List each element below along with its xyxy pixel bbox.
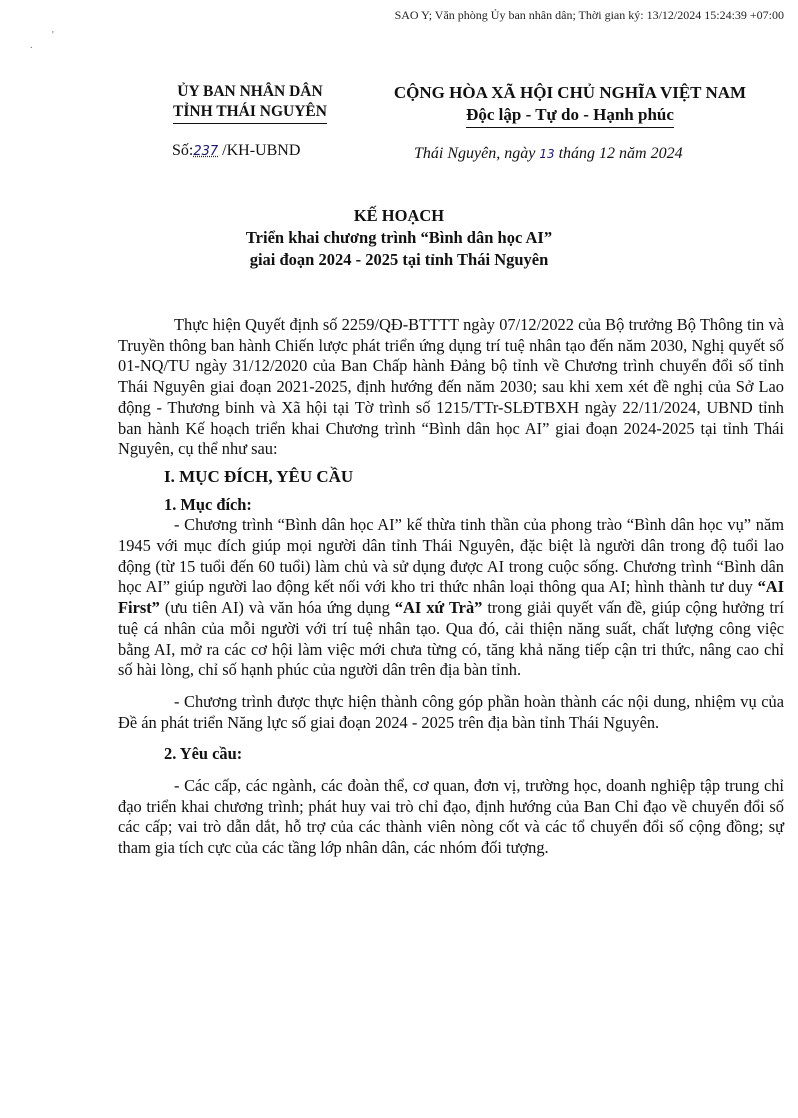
country-name: CỘNG HÒA XÃ HỘI CHỦ NGHĨA VIỆT NAM xyxy=(393,83,747,102)
scan-speck: ' xyxy=(52,30,54,41)
purpose-paragraph-2: - Chương trình được thực hiện thành công góp phần hoàn thành các nội dung, nhiệm vụ của Đề án phát triển Năng lực số giai đoạn 2024 - 2025 trên địa bàn tỉnh Thái Nguyên. xyxy=(118,691,784,732)
title-subject-line2: giai đoạn 2024 - 2025 tại tỉnh Thái Nguyên xyxy=(249,250,549,269)
title-type: KẾ HOẠCH xyxy=(353,206,445,225)
requirements-paragraph-1: - Các cấp, các ngành, các đoàn thể, cơ quan, đơn vị, trường học, doanh nghiệp tập trung chỉ đạo triển khai chương trình; phát huy vai trò chỉ đạo, định hướng của Ban Chỉ đạo về chuyển đổi số các cấp; vai trò dẫn dắt, hỗ trợ của các thành viên nòng cốt và các tổ chuyển đổi số cộng đồng; sự tham gia tích cực của các tầng lớp nhân dân, các nhóm đối tượng. xyxy=(118,776,784,858)
purpose-text-3: trong giải quyết vấn đề, giúp cộng hưởng trí tuệ cá nhân của mỗi người với trí tuệ nhân tạo. Qua đó, cải thiện năng suất, chất lượng công việc bằng AI, mở ra các cơ hội làm việc mới chưa từng có, tăng khả năng tiếp cận tri thức, nâng cao chỉ số hài lòng, chỉ số hạnh phúc của người dân trên địa bàn tỉnh. xyxy=(118,598,784,680)
authority-name-line2: TỈNH THÁI NGUYÊN xyxy=(173,102,327,124)
date-prefix: Thái Nguyên, ngày xyxy=(414,145,540,162)
subsection-heading-purpose: 1. Mục đích: xyxy=(164,494,252,514)
doc-number-handwritten: 237 xyxy=(193,144,219,159)
doc-number-prefix: Số: xyxy=(172,142,194,159)
date-day-handwritten: 13 xyxy=(539,147,555,161)
title-subject-line1: Triển khai chương trình “Bình dân học AI” xyxy=(245,228,553,247)
document-number xyxy=(172,142,300,160)
document-title xyxy=(0,205,798,271)
doc-number-suffix: /KH-UBND xyxy=(218,142,301,159)
purpose-text-1: - Chương trình “Bình dân học AI” kế thừa tinh thần của phong trào “Bình dân học vụ” năm 1945 với mục đích giúp mọi người dân tỉnh Thái Nguyên, đặc biệt là người dân trong độ tuổi lao động (từ 15 tuổi đến 60 tuổi) làm chủ và sử dụng được AI trong cuộc sống. Chương trình “Bình dân học AI” giúp người lao động kết nối với kho tri thức nhân loại thông qua AI; hình thành tư duy xyxy=(118,515,784,597)
document-body xyxy=(118,315,784,859)
intro-paragraph: Thực hiện Quyết định số 2259/QĐ-BTTTT ngày 07/12/2022 của Bộ trưởng Bộ Thông tin và Truyền thông ban hành Chiến lược phát triển ứng dụng trí tuệ nhân tạo đến năm 2030, Nghị quyết số 01-NQ/TU ngày 31/12/2020 của Ban Chấp hành Đảng bộ tỉnh về Chương trình chuyển đổi số tỉnh Thái Nguyên giai đoạn 2021-2025, định hướng đến năm 2030; sau khi xem xét đề nghị của Sở Lao động - Thương binh và Xã hội tại Tờ trình số 1215/TTr-SLĐTBXH ngày 22/11/2024, UBND tỉnh ban hành Kế hoạch triển khai Chương trình “Bình dân học AI” giai đoạn 2024-2025 tại tỉnh Thái Nguyên, cụ thể như sau: xyxy=(118,315,784,459)
purpose-text-2: (ưu tiên AI) và văn hóa ứng dụng xyxy=(159,598,395,618)
digital-signature-stamp: SAO Y; Văn phòng Ủy ban nhân dân; Thời gian ký: 13/12/2024 15:24:39 +07:00 xyxy=(394,8,784,22)
subsection-heading-requirements: 2. Yêu cầu: xyxy=(164,744,243,764)
ai-xu-tra-term: “AI xứ Trà” xyxy=(394,598,483,618)
national-motto: Độc lập - Tự do - Hạnh phúc xyxy=(466,104,674,128)
ai-first-term: “AI First” xyxy=(118,577,784,618)
scan-speck: . xyxy=(30,40,33,51)
place-and-date xyxy=(414,145,683,163)
purpose-paragraph-1 xyxy=(118,515,784,681)
section-heading-1: I. MỤC ĐÍCH, YÊU CẦU xyxy=(164,466,354,486)
date-suffix: tháng 12 năm 2024 xyxy=(554,145,683,162)
authority-name-line1: ỦY BAN NHÂN DÂN xyxy=(177,83,323,100)
national-title xyxy=(360,82,780,128)
issuing-authority xyxy=(140,82,360,124)
